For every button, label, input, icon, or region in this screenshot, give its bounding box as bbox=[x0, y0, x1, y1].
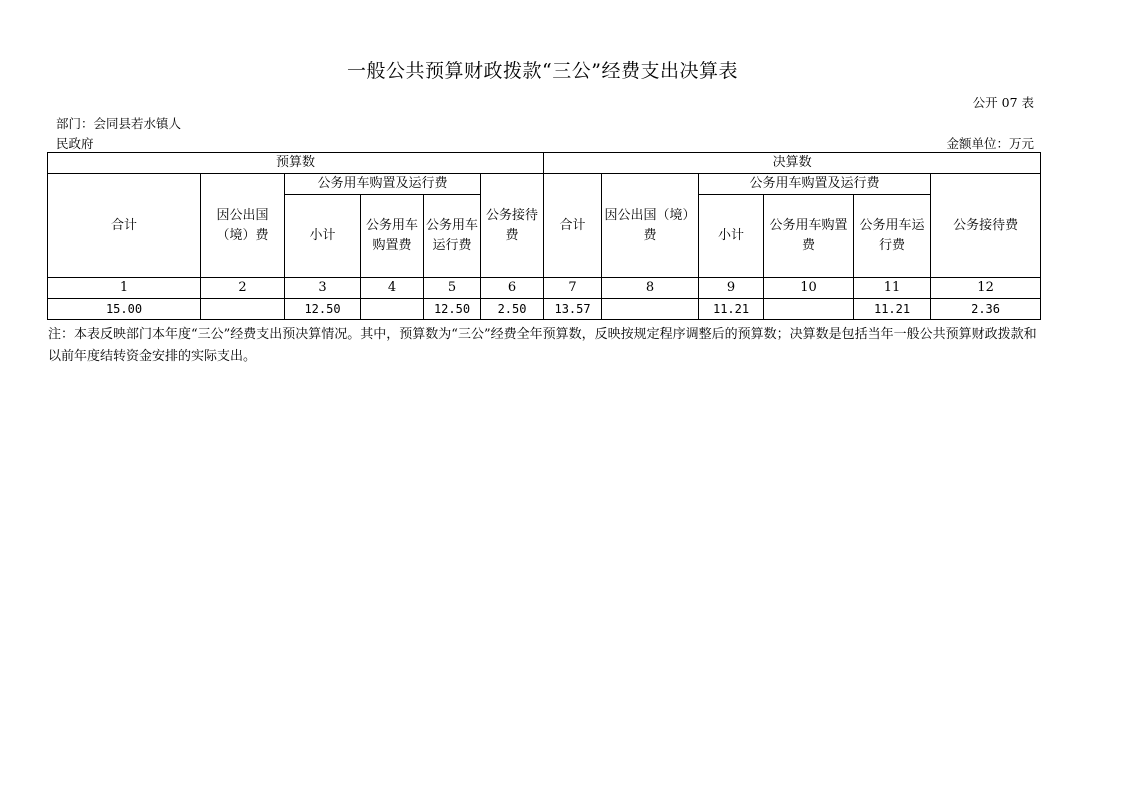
index-cell: 3 bbox=[285, 278, 361, 299]
budget-car-purchase-value bbox=[361, 299, 424, 320]
final-reception-header: 公务接待费 bbox=[931, 174, 1041, 278]
final-abroad-value bbox=[602, 299, 699, 320]
budget-subtotal-header: 小计 bbox=[285, 195, 361, 278]
final-total-header: 合计 bbox=[544, 174, 602, 278]
budget-car-operation-header: 公务用车运行费 bbox=[424, 195, 481, 278]
page-title: 一般公共预算财政拨款“三公”经费支出决算表 bbox=[347, 60, 738, 82]
index-cell: 12 bbox=[931, 278, 1041, 299]
budget-abroad-header: 因公出国（境）费 bbox=[201, 174, 285, 278]
index-cell: 10 bbox=[764, 278, 854, 299]
budget-car-operation-value: 12.50 bbox=[424, 299, 481, 320]
index-cell: 7 bbox=[544, 278, 602, 299]
index-cell: 11 bbox=[854, 278, 931, 299]
budget-car-group-header: 公务用车购置及运行费 bbox=[285, 174, 481, 195]
final-reception-value: 2.36 bbox=[931, 299, 1041, 320]
three-public-expenses-table bbox=[47, 152, 1041, 320]
final-car-operation-value: 11.21 bbox=[854, 299, 931, 320]
final-subtotal-header: 小计 bbox=[699, 195, 764, 278]
budget-reception-header: 公务接待费 bbox=[481, 174, 544, 278]
column-index-row bbox=[48, 278, 1041, 299]
table-row bbox=[48, 299, 1041, 320]
budget-subtotal-value: 12.50 bbox=[285, 299, 361, 320]
index-cell: 1 bbox=[48, 278, 201, 299]
department-label: 部门：会同县若水镇人 bbox=[56, 116, 182, 131]
final-group-header: 决算数 bbox=[544, 153, 1041, 174]
budget-total-value: 15.00 bbox=[48, 299, 201, 320]
department-label-continued: 民政府 bbox=[56, 136, 94, 151]
index-cell: 6 bbox=[481, 278, 544, 299]
final-subtotal-value: 11.21 bbox=[699, 299, 764, 320]
final-car-purchase-header: 公务用车购置费 bbox=[764, 195, 854, 278]
final-total-value: 13.57 bbox=[544, 299, 602, 320]
budget-abroad-value bbox=[201, 299, 285, 320]
budget-total-header: 合计 bbox=[48, 174, 201, 278]
final-car-operation-header: 公务用车运行费 bbox=[854, 195, 931, 278]
final-car-group-header: 公务用车购置及运行费 bbox=[699, 174, 931, 195]
index-cell: 5 bbox=[424, 278, 481, 299]
table-note: 注：本表反映部门本年度“三公”经费支出预决算情况。其中，预算数为“三公”经费全年预算数，反映按规定程序调整后的预算数；决算数是包括当年一般公共预算财政拨款和以前年度结转资金安排的实际支出。 bbox=[48, 327, 1037, 364]
budget-reception-value: 2.50 bbox=[481, 299, 544, 320]
final-abroad-header: 因公出国（境）费 bbox=[602, 174, 699, 278]
index-cell: 2 bbox=[201, 278, 285, 299]
budget-car-purchase-header: 公务用车购置费 bbox=[361, 195, 424, 278]
index-cell: 8 bbox=[602, 278, 699, 299]
form-number: 公开 07 表 bbox=[972, 95, 1034, 110]
budget-group-header: 预算数 bbox=[48, 153, 544, 174]
final-car-purchase-value bbox=[764, 299, 854, 320]
amount-unit: 金额单位：万元 bbox=[946, 136, 1034, 151]
index-cell: 4 bbox=[361, 278, 424, 299]
index-cell: 9 bbox=[699, 278, 764, 299]
